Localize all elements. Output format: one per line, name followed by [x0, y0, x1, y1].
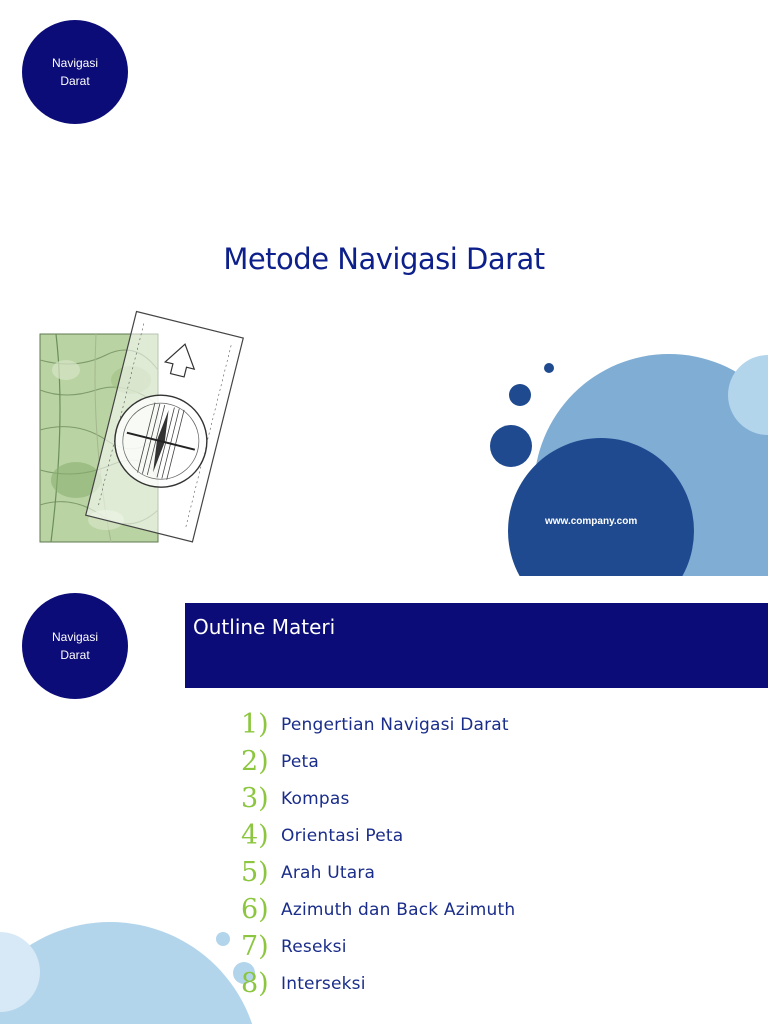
outline-label: Reseksi: [281, 936, 347, 957]
outline-label: Kompas: [281, 788, 350, 809]
header-title: Outline Materi: [193, 615, 336, 639]
deco-circle-medium: [509, 384, 531, 406]
outline-number: 4): [241, 819, 269, 851]
outline-number: 2): [241, 745, 269, 777]
header-bar: [185, 603, 768, 688]
outline-item: [241, 743, 515, 780]
navigasi-darat-badge: [22, 20, 128, 124]
outline-item: [241, 891, 515, 928]
outline-number: 1): [241, 708, 269, 740]
outline-item: [241, 817, 515, 854]
deco-circle-bottom-dot: [216, 932, 230, 946]
deco-circle-large: [490, 425, 532, 467]
slide-outline: [0, 576, 768, 1024]
navigasi-darat-badge: [22, 593, 128, 699]
outline-label: Azimuth dan Back Azimuth: [281, 899, 516, 920]
outline-item: [241, 965, 515, 1002]
outline-label: Interseksi: [281, 973, 366, 994]
outline-number: 8): [241, 967, 269, 999]
outline-number: 7): [241, 930, 269, 962]
outline-number: 5): [241, 856, 269, 888]
badge-line-1: Navigasi: [51, 56, 99, 70]
outline-label: Arah Utara: [281, 862, 376, 883]
outline-label: Orientasi Peta: [281, 825, 404, 846]
outline-number: 6): [241, 893, 269, 925]
map-compass-illustration: [36, 300, 250, 548]
outline-label: Peta: [281, 751, 319, 772]
outline-item: [241, 706, 515, 743]
badge-line-2: Darat: [60, 74, 90, 88]
slide-title: Metode Navigasi Darat: [223, 242, 545, 276]
outline-number: 3): [241, 782, 269, 814]
deco-circle-small: [544, 363, 554, 373]
outline-label: Pengertian Navigasi Darat: [281, 714, 509, 735]
badge-line-1: Navigasi: [51, 630, 99, 644]
outline-item: [241, 854, 515, 891]
outline-list: [241, 706, 515, 1002]
outline-item: [241, 780, 515, 817]
company-url: www.company.com: [545, 516, 638, 527]
outline-item: [241, 928, 515, 965]
badge-line-2: Darat: [60, 648, 90, 662]
